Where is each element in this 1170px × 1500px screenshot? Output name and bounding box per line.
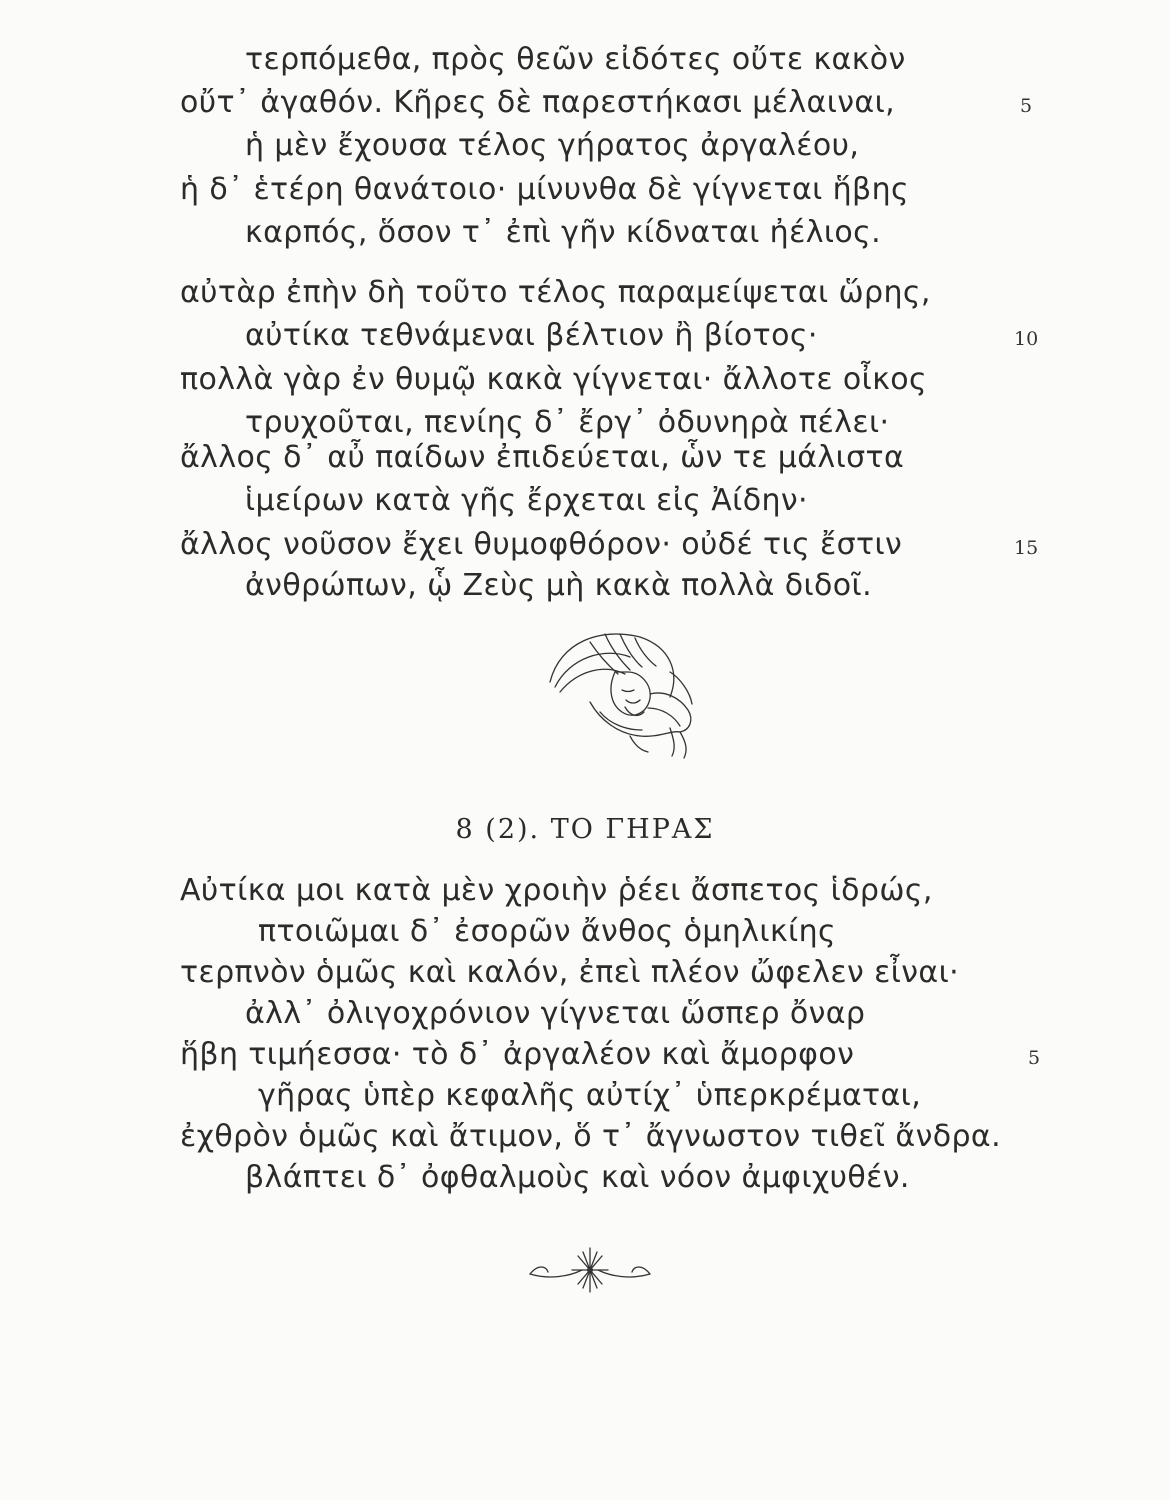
line-number: 5 [1028,1047,1041,1069]
fleuron-ornament [520,1240,660,1300]
verse-line: ἀλλ᾽ ὀλιγοχρόνιον γίγνεται ὥσπερ ὄναρ [245,996,866,1031]
sleeping-figure-illustration [530,612,710,762]
section-heading: 8 (2). ΤΟ ΓΗΡΑΣ [455,814,715,845]
verse-line: βλάπτει δ᾽ ὀφθαλμοὺς καὶ νόον ἀμφιχυθέν. [245,1160,910,1195]
verse-line: ἡ δ᾽ ἑτέρη θανάτοιο· μίνυνθα δὲ γίγνεται ἥβης [180,172,910,207]
verse-line: αὐτὰρ ἐπὴν δὴ τοῦτο τέλος παραμείψεται ὥρης, [180,275,931,310]
verse-line: ἄλλος δ᾽ αὖ παίδων ἐπιδεύεται, ὧν τε μάλιστα [180,440,905,475]
line-number: 10 [1014,328,1039,350]
verse-line: τερπνὸν ὁμῶς καὶ καλόν, ἐπεὶ πλέον ὤφελεν εἶναι· [180,955,960,990]
verse-line: πτοιῶμαι δ᾽ ἐσορῶν ἄνθος ὁμηλικίης [258,914,837,949]
line-number: 5 [1020,95,1033,117]
verse-line: τερπόμεθα, πρὸς θεῶν εἰδότες οὔτε κακὸν [245,42,906,77]
verse-line: ἀνθρώπων, ᾧ Ζεὺς μὴ κακὰ πολλὰ διδοῖ. [245,568,873,603]
verse-line: οὔτ᾽ ἀγαθόν. Κῆρες δὲ παρεστήκασι μέλαιναι, [180,85,896,120]
verse-line: ἱμείρων κατὰ γῆς ἔρχεται εἰς Ἀίδην· [245,483,808,518]
verse-line: ἄλλος νοῦσον ἔχει θυμοφθόρον· οὐδέ τις ἔστιν [180,527,903,562]
verse-line: αὐτίκα τεθνάμεναι βέλτιον ἢ βίοτος· [245,318,818,353]
verse-line: πολλὰ γὰρ ἐν θυμῷ κακὰ γίγνεται· ἄλλοτε οἶκος [180,362,928,397]
line-number: 15 [1014,537,1039,559]
verse-line: τρυχοῦται, πενίης δ᾽ ἔργ᾽ ὀδυνηρὰ πέλει· [245,405,890,440]
verse-line: ἐχθρὸν ὁμῶς καὶ ἄτιμον, ὅ τ᾽ ἄγνωστον τιθεῖ ἄνδρα. [180,1119,1002,1154]
verse-line: γῆρας ὑπὲρ κεφαλῆς αὐτίχ᾽ ὑπερκρέμαται, [258,1078,922,1113]
verse-line: ἥβη τιμήεσσα· τὸ δ᾽ ἀργαλέον καὶ ἄμορφον [180,1037,855,1072]
verse-line: Αὐτίκα μοι κατὰ μὲν χροιὴν ῥέει ἄσπετος ἱδρώς, [180,873,933,908]
verse-line: ἡ μὲν ἔχουσα τέλος γήρατος ἀργαλέου, [245,128,860,163]
verse-line: καρπός, ὅσον τ᾽ ἐπὶ γῆν κίδναται ἠέλιος. [245,215,882,250]
